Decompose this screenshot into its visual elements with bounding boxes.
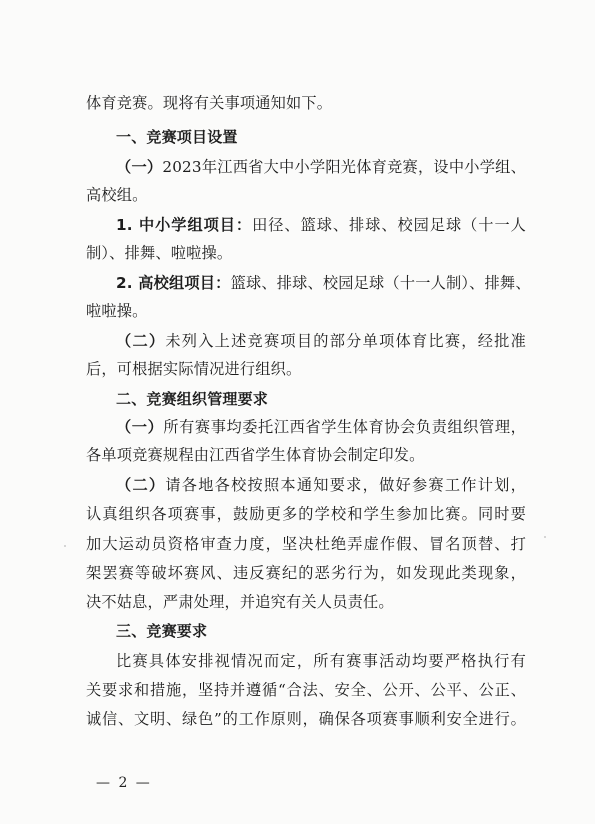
paragraph-line [116,272,531,294]
paragraph-line [86,300,526,322]
line-text: 诚信、文明、绿色”的工作原则，确保各项赛事顺利安全进行。 [86,710,526,728]
paragraph-line [116,650,526,672]
scan-speck [64,545,66,547]
item-marker: （一） [116,418,164,436]
paragraph-line [86,444,526,466]
line-text: 比赛具体安排视情况而定，所有赛事活动均要严格执行有 [116,652,526,670]
line-text: 2023年江西省大中小学阳光体育竞赛，设中小学组、 [162,158,526,176]
section-heading-3 [116,620,526,642]
paragraph-line [86,358,526,380]
item-marker: （二） [116,476,166,494]
line-text: 决不姑息，严肃处理，并追究有关人员责任。 [86,593,394,611]
line-text: 关要求和措施，坚持并遵循“合法、安全、公开、公平、公正、 [86,681,526,699]
section-heading-1 [116,126,526,148]
paragraph-line [116,330,526,352]
heading-text: 一、竞赛项目设置 [116,128,238,146]
paragraph-line [86,184,526,206]
paragraph-line [86,92,526,114]
paragraph-line [86,503,526,525]
item-marker: 2. 高校组项目： [116,274,231,292]
page-number: — 2 — [96,775,152,791]
paragraph-line [86,708,526,730]
heading-text: 二、竞赛组织管理要求 [116,390,269,408]
scan-speck [544,536,546,538]
line-text: 加大运动员资格审查力度，坚决杜绝弄虚作假、冒名顶替、打 [86,535,526,553]
paragraph-line [86,242,526,264]
paragraph-line [86,562,526,584]
section-heading-2 [116,388,526,410]
item-marker: （一） [116,158,163,176]
line-text: 高校组。 [86,186,148,204]
paragraph-line [116,474,526,496]
line-text: 后，可根据实际情况进行组织。 [86,360,302,378]
line-text: 请各地各校按照本通知要求，做好参赛工作计划， [165,476,526,494]
line-text: 所有赛事均委托江西省学生体育协会负责组织管理， [163,418,526,436]
line-text: 篮球、排球、校园足球（十一人制）、排舞、 [230,274,531,292]
line-text: 制）、排舞、啦啦操。 [86,244,233,262]
paragraph-line [116,214,526,236]
paragraph-line [86,533,526,555]
line-text: 啦啦操。 [86,302,148,320]
line-text: 架罢赛等破坏赛风、违反赛纪的恶劣行为，如发现此类现象， [86,564,526,582]
line-text: 认真组织各项赛事，鼓励更多的学校和学生参加比赛。同时要 [86,505,526,523]
item-marker: 1. 中小学组项目： [116,216,253,234]
item-marker: （二） [116,332,166,350]
paragraph-line [116,416,526,438]
paragraph-line [116,156,526,178]
line-text: 各单项竞赛规程由江西省学生体育协会制定印发。 [86,446,425,464]
heading-text: 三、竞赛要求 [116,622,208,640]
paragraph-line [86,679,526,701]
line-text: 田径、篮球、排球、校园足球（十一人 [252,216,526,234]
paragraph-line [86,591,526,613]
line-text: 体育竞赛。现将有关事项通知如下。 [86,94,333,112]
line-text: 未列入上述竞赛项目的部分单项体育比赛，经批准 [165,332,526,350]
